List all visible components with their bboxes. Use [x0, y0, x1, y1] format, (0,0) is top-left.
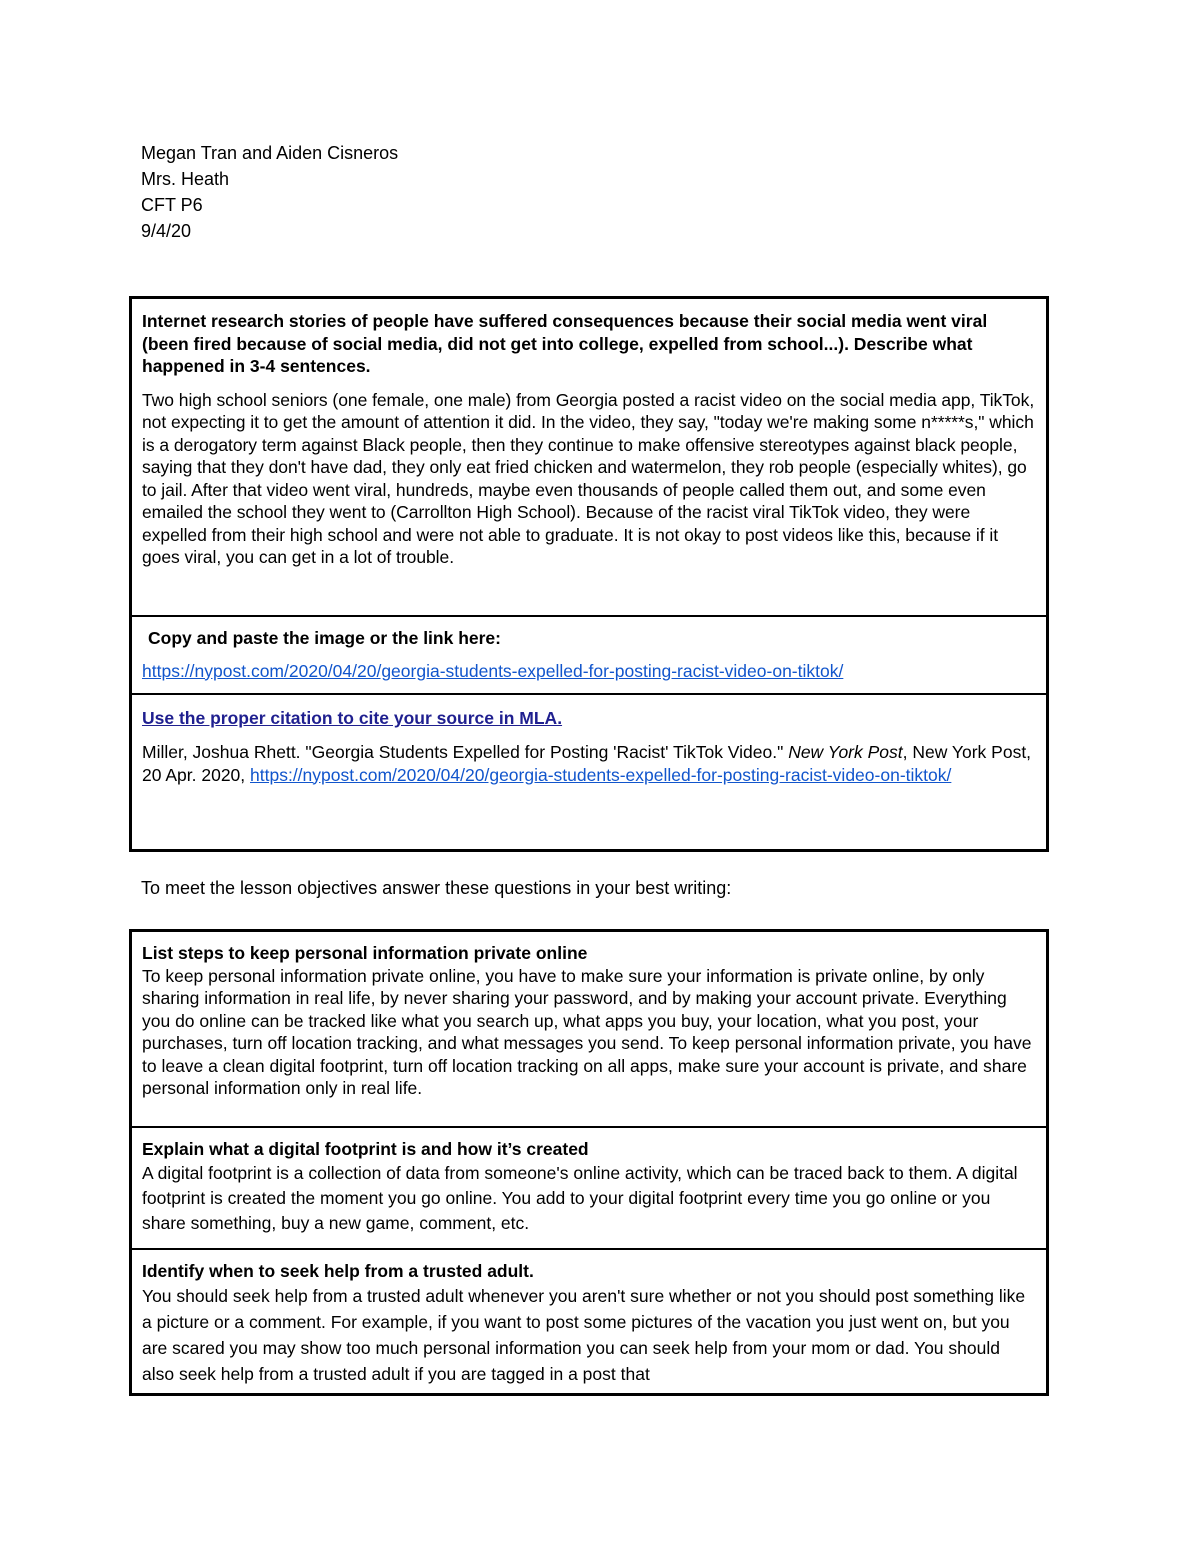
- objective-question-footprint: Explain what a digital footprint is and how it’s created: [142, 1139, 589, 1159]
- research-table: [129, 296, 1049, 852]
- citation-link[interactable]: https://nypost.com/2020/04/20/georgia-students-expelled-for-posting-racist-video-on-tiktok/: [250, 764, 952, 785]
- image-link-cell: [132, 617, 1046, 695]
- source-link[interactable]: https://nypost.com/2020/04/20/georgia-students-expelled-for-posting-racist-video-on-tiktok/: [142, 660, 844, 681]
- objective-question-trusted-adult: Identify when to seek help from a trusted adult.: [142, 1261, 534, 1281]
- research-story-cell: [132, 299, 1046, 617]
- citation-publication: New York Post: [788, 742, 903, 762]
- objective-answer-privacy: To keep personal information private online, you have to make sure your information is private online, by only sharing information in real life, by never sharing your password, and by making your account private. Everything you do online can be tracked like what you search up, what apps you buy, your location, what you post, your purchases, turn off location tracking, and what messages you send. To keep personal information private, you have to leave a clean digital footprint, turn off location tracking on all apps, make sure your account is private, and share personal information only in real life.: [142, 965, 1032, 1098]
- objective-row-footprint: [132, 1128, 1046, 1250]
- student-names: Megan Tran and Aiden Cisneros: [141, 143, 399, 163]
- objective-row-privacy: [132, 932, 1046, 1128]
- research-answer: Two high school seniors (one female, one male) from Georgia posted a racist video on the social media app, TikTok, not expecting it to get the amount of attention it did. In the video, they say, "today we're making some n*****s," which is a derogatory term against Black people, then they continue to make offensive stereotypes against black people, saying that they don't have dad, they only eat fried chicken and watermelon, they rob people (especially whites), go to jail. After that video went viral, hundreds, maybe even thousands of people called them out, and some even emailed the school they went to (Carrollton High School). Because of the racist viral TikTok video, they were expelled from their high school and were not able to graduate. It is not okay to post videos like this, because if it goes viral, you can get in a lot of trouble.: [142, 389, 1035, 567]
- mla-citation: [142, 741, 1036, 786]
- citation-heading: Use the proper citation to cite your source in MLA.: [142, 708, 563, 728]
- class-period: CFT P6: [141, 195, 203, 215]
- image-link-prompt: Copy and paste the image or the link here:: [148, 628, 501, 648]
- citation-text-part2: , New York Post, 20 Apr. 2020,: [142, 742, 1032, 785]
- objective-answer-footprint: A digital footprint is a collection of data from someone's online activity, which can be traced back to them. A digital footprint is created the moment you go online. You add to your digital footprint every time you go online or you share something, buy a new game, comment, etc.: [142, 1162, 1018, 1233]
- document-header: [141, 140, 398, 244]
- objective-row-trusted-adult: [132, 1250, 1046, 1393]
- objectives-table: [129, 929, 1049, 1396]
- objective-question-privacy: List steps to keep personal information private online: [142, 943, 588, 963]
- research-question: Internet research stories of people have suffered consequences because their social media went viral (been fired because of social media, did not get into college, expelled from school...). Describe what happened in 3-4 sentences.: [142, 311, 988, 376]
- lesson-objectives-intro: To meet the lesson objectives answer these questions in your best writing:: [141, 878, 732, 898]
- citation-cell: [132, 695, 1046, 849]
- teacher-name: Mrs. Heath: [141, 169, 230, 189]
- document-date: 9/4/20: [141, 221, 192, 241]
- objective-answer-trusted-adult: You should seek help from a trusted adult whenever you aren't sure whether or not you should post something like a picture or a comment. For example, if you want to post some pictures of the vacation you just went on, but you are scared you may show too much personal information you can seek help from your mom or dad. You should also seek help from a trusted adult if you are tagged in a post that: [142, 1285, 1026, 1384]
- citation-text-part1: Miller, Joshua Rhett. "Georgia Students Expelled for Posting 'Racist' TikTok Video.": [142, 742, 789, 762]
